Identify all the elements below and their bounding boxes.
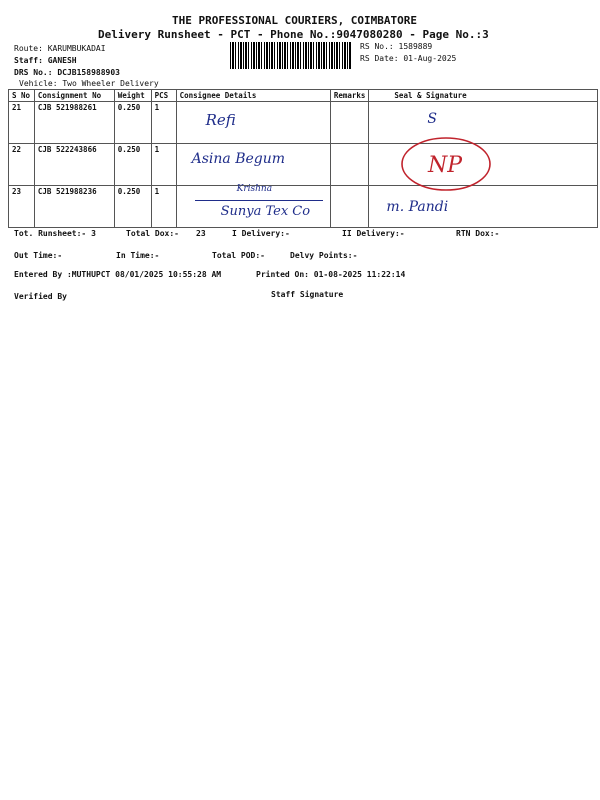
route-label: Route: KARUMBUKADAI xyxy=(14,44,106,53)
row-pcs: 1 xyxy=(151,186,176,228)
consignee-handwriting: Asina Begum xyxy=(191,151,286,167)
entered-by: Entered By :MUTHUPCT 08/01/2025 10:55:28 AM xyxy=(14,270,222,279)
col-pcs: PCS xyxy=(151,90,176,102)
row-remarks xyxy=(330,102,369,144)
runsheet-table xyxy=(8,89,598,228)
verified-by: Verified By xyxy=(14,292,67,301)
delvy-points: Delvy Points:- xyxy=(290,251,358,260)
col-weight: Weight xyxy=(114,90,151,102)
ii-delivery: II Delivery:- xyxy=(342,229,405,238)
printed-on: Printed On: 01-08-2025 11:22:14 xyxy=(256,270,406,279)
staff-signature: Staff Signature xyxy=(271,290,344,299)
consignee-handwriting-top: Krishna xyxy=(236,184,273,194)
strike-through-mark xyxy=(195,200,323,201)
np-stamp-circle xyxy=(396,134,496,198)
table-header-row xyxy=(9,90,598,102)
row-consignee xyxy=(176,144,330,186)
rs-number: RS No.: 1589889 xyxy=(360,42,433,51)
company-title: THE PROFESSIONAL COURIERS, COIMBATORE xyxy=(172,14,418,27)
row-consignment: CJB 522243866 xyxy=(34,144,114,186)
consignee-handwriting: Refi xyxy=(205,111,236,129)
total-dox-value: 23 xyxy=(196,229,206,238)
row-remarks xyxy=(330,144,369,186)
rtn-dox: RTN Dox:- xyxy=(456,229,500,238)
row-consignee xyxy=(176,102,330,144)
in-time: In Time:- xyxy=(116,251,160,260)
staff-label: Staff: GANESH xyxy=(14,56,77,65)
row-weight: 0.250 xyxy=(114,102,151,144)
signature-handwriting: m. Pandi xyxy=(386,199,449,215)
row-remarks xyxy=(330,186,369,228)
row-weight: 0.250 xyxy=(114,144,151,186)
rs-date: RS Date: 01-Aug-2025 xyxy=(360,54,457,63)
row-consignment: CJB 521988261 xyxy=(34,102,114,144)
col-remarks: Remarks xyxy=(330,90,369,102)
row-pcs: 1 xyxy=(151,144,176,186)
vehicle-label: Vehicle: Two Wheeler Delivery xyxy=(19,79,159,88)
table-row xyxy=(9,144,598,186)
barcode xyxy=(230,42,352,69)
row-weight: 0.250 xyxy=(114,186,151,228)
out-time: Out Time:- xyxy=(14,251,63,260)
np-handwriting: NP xyxy=(428,153,463,178)
row-sno: 23 xyxy=(9,186,35,228)
table-row xyxy=(9,102,598,144)
total-pod: Total POD:- xyxy=(212,251,265,260)
row-sno: 22 xyxy=(9,144,35,186)
col-sno: S No xyxy=(9,90,35,102)
i-delivery: I Delivery:- xyxy=(232,229,290,238)
row-pcs: 1 xyxy=(151,102,176,144)
col-consignment: Consignment No xyxy=(34,90,114,102)
row-sno: 21 xyxy=(9,102,35,144)
drs-number: DRS No.: DCJB158988903 xyxy=(14,68,120,77)
row-consignment: CJB 521988236 xyxy=(34,186,114,228)
tot-runsheet: Tot. Runsheet:- 3 xyxy=(14,229,96,238)
consignee-handwriting: Sunya Tex Co xyxy=(220,204,311,219)
row-consignee xyxy=(176,186,330,228)
table-row xyxy=(9,186,598,228)
runsheet-title: Delivery Runsheet - PCT - Phone No.:9047080280 - Page No.:3 xyxy=(98,28,489,41)
col-consignee: Consignee Details xyxy=(176,90,330,102)
total-dox-label: Total Dox:- xyxy=(126,229,179,238)
col-signature: Seal & Signature xyxy=(369,90,598,102)
signature-handwriting: S xyxy=(427,111,438,127)
